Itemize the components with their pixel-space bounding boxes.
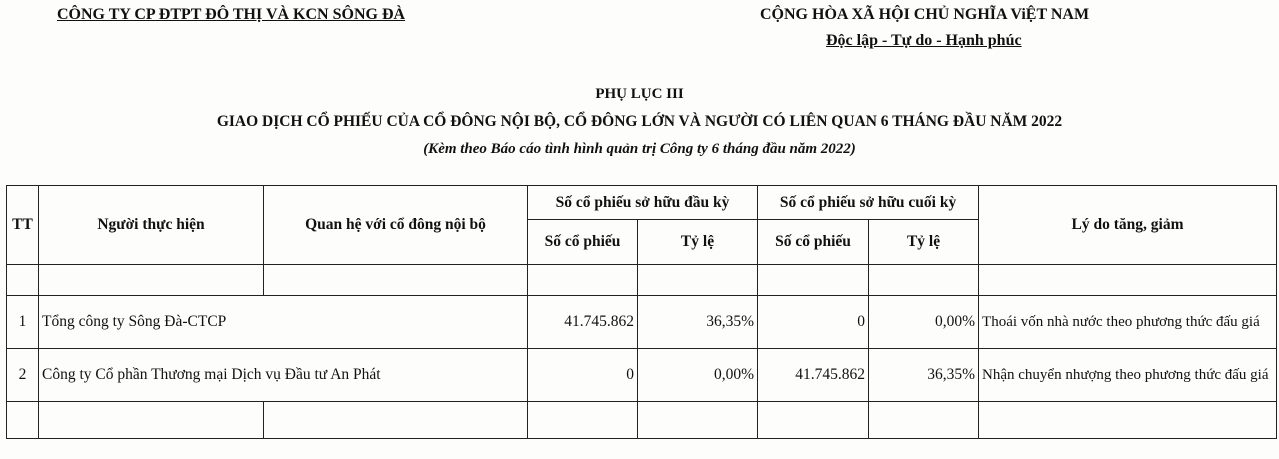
document-title: GIAO DỊCH CỔ PHIẾU CỦA CỔ ĐÔNG NỘI BỘ, CỔ ĐÔNG LỚN VÀ NGƯỜI CÓ LIÊN QUAN 6 THÁNG ĐẦU NĂM 2022 (216, 113, 1063, 130)
header-person: Người thực hiện (39, 186, 264, 265)
row-tt: 2 (7, 349, 39, 402)
row-open-shares: 0 (528, 349, 638, 402)
row-reason: Thoái vốn nhà nước theo phương thức đấu giá (979, 296, 1277, 349)
row-person: Công ty Cổ phần Thương mại Dịch vụ Đầu tư An Phát (39, 349, 528, 402)
row-open-ratio: 36,35% (638, 296, 758, 349)
company-name: CÔNG TY CP ĐTPT ĐÔ THỊ VÀ KCN SÔNG ĐÀ (57, 6, 406, 23)
row-open-shares: 41.745.862 (528, 296, 638, 349)
header-tt: TT (7, 186, 39, 265)
header-reason: Lý do tăng, giảm (979, 186, 1277, 265)
row-close-ratio: 0,00% (869, 296, 979, 349)
row-reason: Nhận chuyển nhượng theo phương thức đấu giá (979, 349, 1277, 402)
header-open-shares: Số cổ phiếu (528, 220, 638, 265)
document-subtitle: (Kèm theo Báo cáo tình hình quản trị Công ty 6 tháng đầu năm 2022) (423, 141, 856, 157)
row-close-shares: 0 (758, 296, 869, 349)
table-row-spacer (7, 265, 1277, 296)
republic-name: CỘNG HÒA XÃ HỘI CHỦ NGHĨA ViỆT NAM (760, 6, 1090, 23)
national-motto: Độc lập - Tự do - Hạnh phúc (826, 32, 1022, 49)
appendix-label: PHỤ LỤC III (595, 86, 684, 102)
header-close-ratio: Tỷ lệ (869, 220, 979, 265)
table-row-empty (7, 402, 1277, 439)
share-transactions-table (6, 185, 1277, 439)
header-opening: Số cổ phiếu sở hữu đầu kỳ (528, 186, 758, 220)
header-closing: Số cổ phiếu sở hữu cuối kỳ (758, 186, 979, 220)
table-row (7, 296, 1277, 349)
header-row-top (7, 186, 1277, 220)
header-relation: Quan hệ với cổ đông nội bộ (264, 186, 528, 265)
header-open-ratio: Tỷ lệ (638, 220, 758, 265)
row-tt: 1 (7, 296, 39, 349)
table-row (7, 349, 1277, 402)
header-close-shares: Số cổ phiếu (758, 220, 869, 265)
row-close-shares: 41.745.862 (758, 349, 869, 402)
row-close-ratio: 36,35% (869, 349, 979, 402)
row-person: Tổng công ty Sông Đà-CTCP (39, 296, 528, 349)
row-open-ratio: 0,00% (638, 349, 758, 402)
